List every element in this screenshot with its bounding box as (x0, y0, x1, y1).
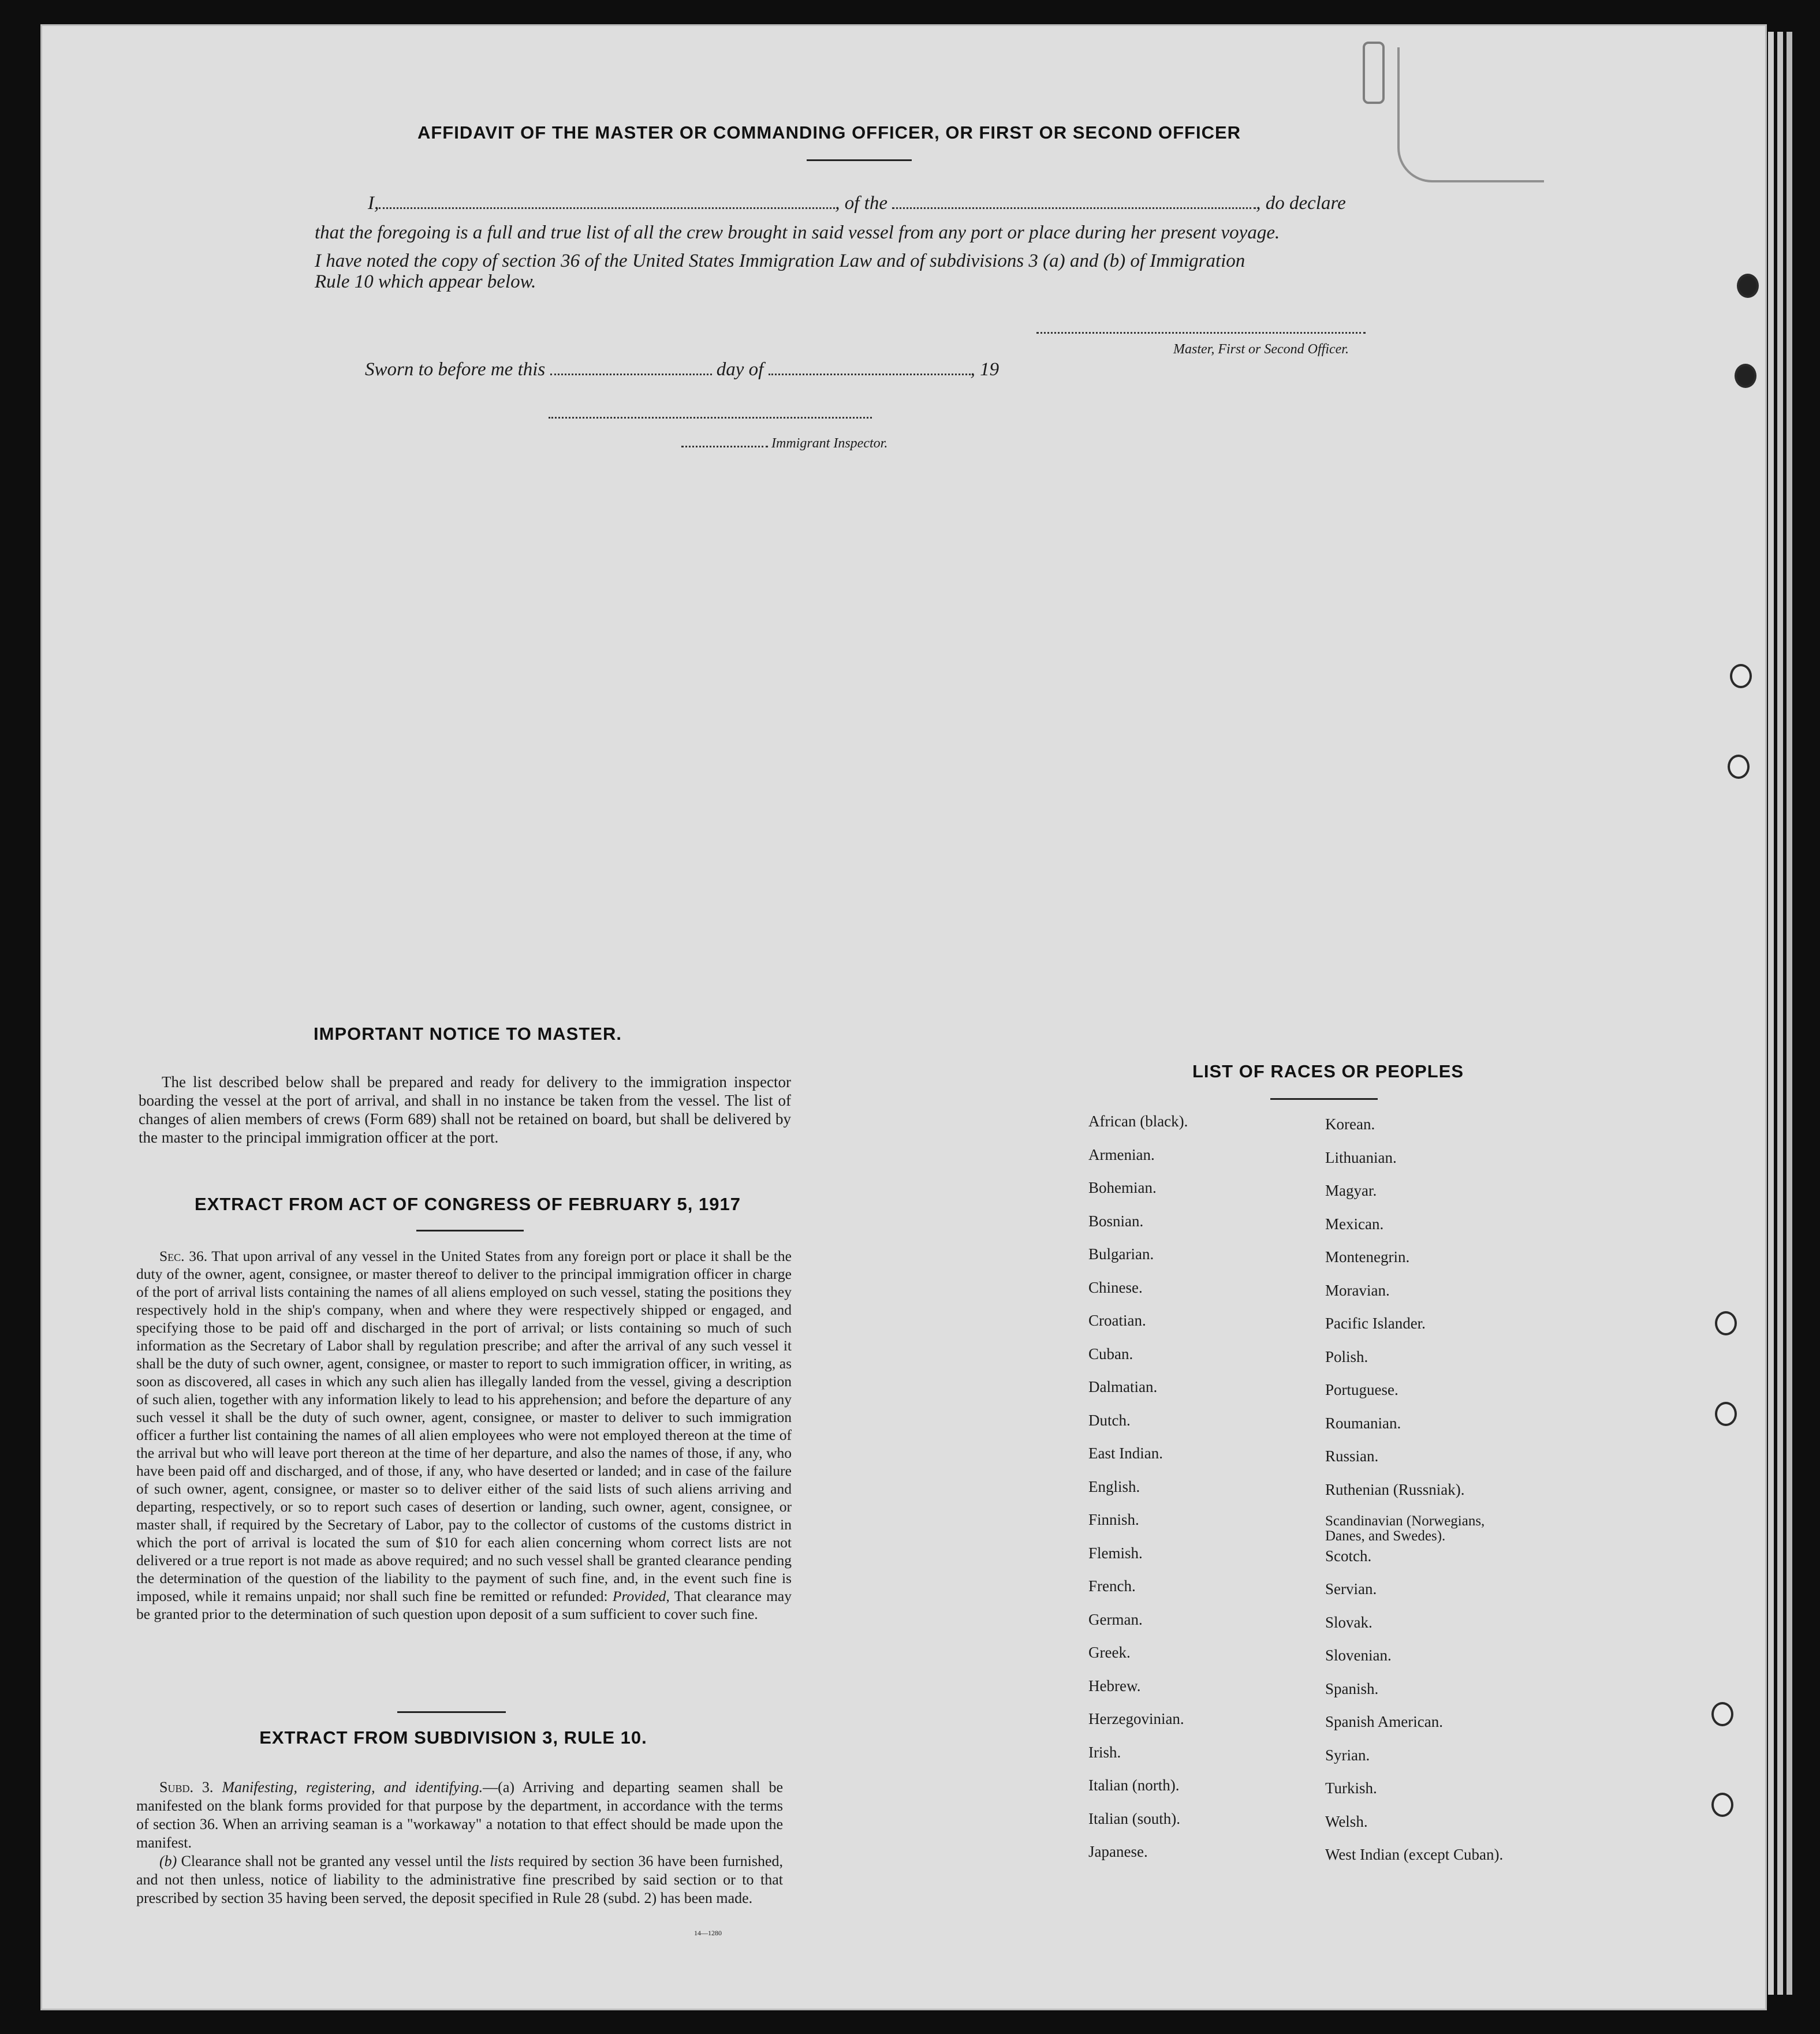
clause-b-text-end: required by section 36 have been furnished, and not then unless, notice of liability to the administrative fine prescribed by said section or to that prescribed by section 35 having been served, the deposit specified in Rule 28 (subd. 2) has been made. (136, 1853, 784, 1906)
notice-text (139, 1073, 791, 1147)
race-item: German. (1088, 1610, 1143, 1628)
race-item: English. (1088, 1477, 1140, 1495)
declaration-line-3: I have noted the copy of section 36 of the United States Immigration Law and of subdivisions 3 (a) and (b) of Immigration (315, 251, 1245, 271)
race-item: Spanish. (1325, 1680, 1379, 1697)
race-item: Spanish American. (1325, 1713, 1443, 1730)
declaration-line-4: Rule 10 which appear below. (315, 271, 536, 292)
race-item: Ruthenian (Russniak). (1325, 1480, 1465, 1498)
race-item: Pacific Islander. (1325, 1315, 1426, 1332)
race-item: Montenegrin. (1325, 1248, 1410, 1266)
binder-hole (1715, 1402, 1737, 1426)
notice-paragraph: The list described below shall be prepared and ready for delivery to the immigration inspector boarding the vessel at the port of arrival, and shall in no instance be taken from the vessel. The list of changes of alien members of crews (Form 689) shall not be retained on board, but shall be delivered by the master to the principal immigration officer at the port. (139, 1073, 791, 1146)
rule-text (136, 1778, 783, 1908)
title-rule (807, 159, 912, 161)
declaration-line-2: that the foregoing is a full and true list of all the crew brought in said vessel from any port or place during her present voyage. (315, 222, 1280, 243)
clause-b-lists: lists (490, 1853, 514, 1869)
race-item: Slovenian. (1325, 1647, 1392, 1664)
race-item: Croatian. (1088, 1312, 1146, 1329)
binder-hole (1735, 364, 1756, 388)
vessel-blank[interactable] (892, 207, 1256, 209)
inspector-label: Immigrant Inspector. (771, 436, 888, 451)
race-item: Hebrew. (1088, 1677, 1141, 1695)
name-blank[interactable] (379, 207, 835, 209)
race-item: Herzegovinian. (1088, 1710, 1184, 1727)
race-item: Roumanian. (1325, 1414, 1401, 1432)
race-item: Syrian. (1325, 1746, 1370, 1764)
binder-hole (1711, 1793, 1733, 1817)
binder-hole (1730, 664, 1752, 688)
race-item: Flemish. (1088, 1544, 1143, 1562)
binder-hole (1737, 274, 1759, 298)
page-edge (1768, 32, 1774, 1995)
race-item: Greek. (1088, 1644, 1131, 1661)
race-item: Dutch. (1088, 1411, 1131, 1429)
races-column-1 (1088, 1113, 1188, 1876)
declaration-line-1 (368, 193, 1346, 214)
subdivision-label: Subd. 3. (159, 1779, 214, 1796)
race-item: Lithuanian. (1325, 1148, 1397, 1166)
race-item: Moravian. (1325, 1281, 1390, 1299)
race-item: Italian (north). (1088, 1777, 1180, 1794)
race-item: Slovak. (1325, 1613, 1373, 1631)
subdivision-title: Manifesting, registering, and identifying. (222, 1779, 483, 1796)
race-item: Welsh. (1325, 1812, 1368, 1830)
paper-tear-mark (1363, 42, 1385, 104)
race-item: French. (1088, 1577, 1136, 1595)
race-item: Chinese. (1088, 1278, 1143, 1296)
race-item: Korean. (1325, 1115, 1375, 1133)
race-item: Magyar. (1325, 1182, 1377, 1199)
races-title: LIST OF RACES OR PEOPLES (1192, 1061, 1464, 1081)
page-edge (1777, 32, 1783, 1995)
form-number: 14—1280 (694, 1929, 722, 1937)
race-item: Bosnian. (1088, 1212, 1144, 1230)
race-item: Servian. (1325, 1580, 1377, 1598)
day-of-label: day of (716, 359, 764, 380)
sworn-label: Sworn to before me this (365, 359, 546, 380)
race-item: Portuguese. (1325, 1381, 1398, 1398)
master-signature-blank[interactable] (1036, 332, 1366, 334)
race-item: Turkish. (1325, 1779, 1377, 1797)
races-column-2 (1325, 1115, 1521, 1879)
race-item: Armenian. (1088, 1145, 1155, 1163)
race-item: Cuban. (1088, 1345, 1133, 1363)
section-label: Sec. 36. (159, 1248, 208, 1264)
race-item: Bulgarian. (1088, 1245, 1154, 1263)
year-label: , 19 (970, 359, 999, 380)
notice-title: IMPORTANT NOTICE TO MASTER. (314, 1024, 622, 1044)
race-item: Mexican. (1325, 1215, 1384, 1233)
clause-a-text: —(a) Arriving and departing seamen shall be manifested on the blank forms provided for that purpose by the department, in accordance with the terms of section 36. When an arriving seaman is a "workaway" a notation to that effect should be made upon the manifest. (136, 1779, 783, 1851)
inspector-line (681, 436, 887, 451)
sworn-month-blank[interactable] (769, 374, 971, 375)
race-item: East Indian. (1088, 1445, 1163, 1462)
race-item: African (black). (1088, 1113, 1188, 1130)
act-section-36-text (136, 1247, 792, 1623)
affidavit-title: AFFIDAVIT OF THE MASTER OR COMMANDING OFFICER, OR FIRST OR SECOND OFFICER (417, 122, 1241, 143)
race-item: Scotch. (1325, 1547, 1372, 1565)
race-item: Italian (south). (1088, 1809, 1180, 1827)
act-title-rule (416, 1230, 524, 1231)
inspector-signature-blank[interactable] (549, 417, 872, 419)
binder-hole (1728, 755, 1750, 779)
master-signature-label: Master, First or Second Officer. (1173, 342, 1349, 357)
provided-label: Provided, (612, 1588, 670, 1604)
binder-hole (1715, 1311, 1737, 1335)
race-item: Japanese. (1088, 1843, 1148, 1860)
race-item: Dalmatian. (1088, 1378, 1158, 1395)
race-item: Finnish. (1088, 1511, 1139, 1528)
page-edge (1787, 32, 1792, 1995)
rule-title-rule-top (397, 1711, 506, 1713)
race-item: Irish. (1088, 1743, 1121, 1761)
races-title-rule (1270, 1098, 1378, 1100)
section-body: That upon arrival of any vessel in the United States from any foreign port or place it shall be the duty of the owner, agent, consignee, or master thereof to deliver to the principal immigration officer in charge of the port of arrival lists containing the names of all aliens employed on such vessel, stating the positions they respectively hold in the ship's company, when and where they were respectively shipped or engaged, and specifying those to be paid off and discharged in the port of arrival; or lists containing so much of such information as the Secretary of Labor shall by regulation prescribe; and after the arrival of any such vessel it shall be the duty of such owner, agent, consignee, or master to report to such immigration officer, in writing, as soon as discovered, all cases in which any such alien has illegally landed from the vessel, giving a description of such alien, together with any information likely to lead to his apprehension; and before the departure of any such vessel it shall be the duty of such owner, agent, consignee, or master to deliver to such immigration officer a further list containing the names of all alien employees who were not employed thereon at the time of the arrival but who will leave port thereon at the time of her departure, and also the names of those, if any, who have been paid off and discharged, and of those, if any, who have deserted or landed; and in case of the failure of such owner, agent, consignee, or master so to deliver either of the said lists of such aliens arriving and departing, respectively, or so to report such cases of desertion or landing, such owner, agent, consignee, or master shall, if required by the Secretary of Labor, pay to the collector of customs of the customs district in which the port of arrival is located the sum of $10 for each alien concerning whom correct lists are not delivered or a true report is not made as above required; and no such vessel shall be granted clearance pending the determination of the question of the liability to the payment of such fine, and, in the event such fine is imposed, while it remains unpaid; nor shall such fine be remitted or refunded: (136, 1248, 792, 1604)
race-item: Polish. (1325, 1348, 1368, 1365)
race-item: Bohemian. (1088, 1179, 1157, 1196)
race-item: Scandinavian (Norwegians, Danes, and Swedes). (1325, 1513, 1485, 1544)
clause-b-text: Clearance shall not be granted any vessel until the (181, 1853, 486, 1869)
act-title: EXTRACT FROM ACT OF CONGRESS OF FEBRUARY 5, 1917 (195, 1194, 741, 1214)
paper-fold-mark (1397, 47, 1544, 182)
race-item: Russian. (1325, 1447, 1379, 1465)
sworn-line (365, 359, 999, 380)
section-body-end: That clearance may be granted prior to the determination of such question upon deposit of a sum sufficient to cover such fine. (136, 1588, 792, 1622)
sworn-day-blank[interactable] (550, 374, 712, 375)
clause-b-label: (b) (159, 1853, 177, 1869)
pronoun-label: I, (368, 193, 379, 214)
binder-hole (1711, 1702, 1733, 1726)
rule-title: EXTRACT FROM SUBDIVISION 3, RULE 10. (259, 1727, 647, 1748)
inspector-prefix-blank[interactable] (681, 446, 768, 447)
race-item: West Indian (except Cuban). (1325, 1846, 1504, 1863)
of-the-label: , of the (835, 193, 887, 214)
declare-label: , do declare (1256, 193, 1346, 214)
